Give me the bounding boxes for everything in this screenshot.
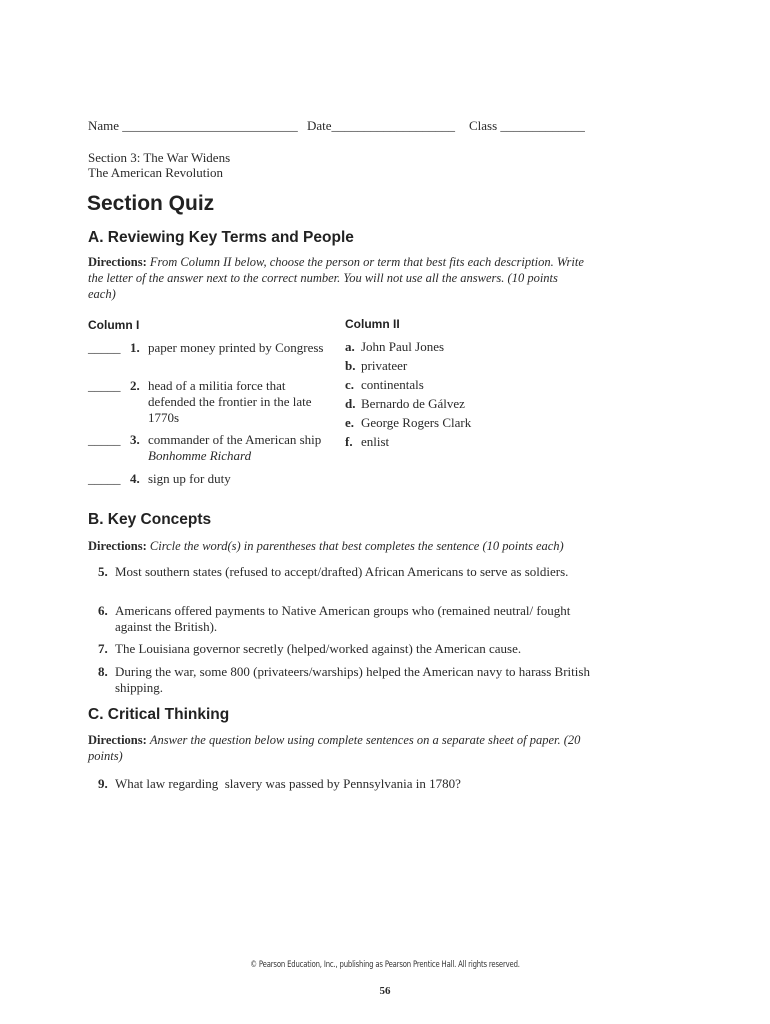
- matching-item: [88, 340, 328, 356]
- answer-letter: e.: [345, 415, 355, 430]
- class-field-label: Class _____________: [469, 118, 585, 133]
- part-c-directions: [88, 732, 588, 764]
- section-name: Section 3: The War Widens: [88, 150, 231, 165]
- page-number: 56: [379, 985, 391, 997]
- ship-name: Bonhomme Richard: [148, 448, 252, 463]
- answer-blank[interactable]: _____: [88, 471, 121, 486]
- answer-letter: f.: [345, 434, 353, 449]
- critical-thinking-item: [98, 776, 598, 792]
- item-number: 9.: [98, 776, 108, 791]
- answer-letter: b.: [345, 358, 356, 373]
- concept-item: [98, 603, 588, 635]
- part-a-heading: A. Reviewing Key Terms and People: [88, 229, 354, 246]
- concept-item: [98, 641, 618, 657]
- answer-text: Bernardo de Gálvez: [361, 396, 465, 411]
- answer-text: privateer: [361, 358, 408, 373]
- answer-letter: a.: [345, 339, 355, 354]
- answer-option: [345, 415, 471, 431]
- answer-option: [345, 358, 407, 374]
- item-text: The Louisiana governor secretly (helped/worked against) the American cause.: [115, 641, 522, 656]
- item-text: Americans offered payments to Native American groups who (remained neutral/ fought against the British).: [115, 603, 571, 634]
- part-c-heading: C. Critical Thinking: [88, 706, 230, 723]
- item-number: 8.: [98, 664, 108, 679]
- item-text: commander of the American ship: [148, 432, 322, 447]
- item-number: 3.: [130, 432, 140, 447]
- part-a-directions: [88, 254, 588, 302]
- item-text: paper money printed by Congress: [148, 340, 324, 355]
- concept-item: [98, 664, 598, 696]
- part-b-directions: [88, 538, 608, 554]
- directions-label: Directions:: [88, 733, 147, 747]
- section-meta: [88, 150, 230, 180]
- answer-blank[interactable]: _____: [88, 378, 121, 393]
- item-text: head of a militia force that defended the frontier in the late 1770s: [148, 378, 312, 425]
- item-text: Most southern states (refused to accept/drafted) African Americans to serve as soldiers.: [115, 564, 569, 579]
- matching-item: [88, 432, 328, 464]
- answer-text: continentals: [361, 377, 424, 392]
- answer-text: enlist: [361, 434, 390, 449]
- answer-blank[interactable]: _____: [88, 432, 121, 447]
- item-text-block: [148, 432, 328, 464]
- page-title: Section Quiz: [87, 192, 215, 215]
- item-text: During the war, some 800 (privateers/warships) helped the American navy to harass British shipping.: [115, 664, 590, 695]
- date-field-label: Date___________________: [307, 118, 456, 133]
- item-number: 2.: [130, 378, 140, 393]
- answer-option: [345, 339, 444, 355]
- directions-text: Answer the question below using complete sentences on a separate sheet of paper. (20 points): [88, 733, 581, 763]
- item-number: 5.: [98, 564, 108, 579]
- answer-text: John Paul Jones: [361, 339, 445, 354]
- item-number: 1.: [130, 340, 140, 355]
- matching-item: [88, 471, 328, 487]
- answer-option: [345, 377, 424, 393]
- matching-item: [88, 378, 328, 426]
- answer-option: [345, 396, 465, 412]
- answer-option: [345, 434, 389, 450]
- directions-text: Circle the word(s) in parentheses that best completes the sentence (10 points each): [149, 539, 564, 553]
- answer-text: George Rogers Clark: [361, 415, 472, 430]
- answer-letter: d.: [345, 396, 356, 411]
- item-text: What law regarding slavery was passed by Pennsylvania in 1780?: [115, 776, 461, 791]
- directions-label: Directions:: [88, 539, 147, 553]
- column-2-heading: Column II: [345, 317, 400, 331]
- part-b-heading: B. Key Concepts: [88, 511, 212, 528]
- item-number: 4.: [130, 471, 140, 486]
- name-field-label: Name ___________________________: [88, 118, 298, 133]
- item-number: 6.: [98, 603, 108, 618]
- concept-item: [98, 564, 598, 580]
- item-text: sign up for duty: [148, 471, 231, 486]
- copyright-notice: © Pearson Education, Inc., publishing as Pearson Prentice Hall. All rights reserved.: [250, 960, 520, 970]
- directions-label: Directions:: [88, 255, 147, 269]
- answer-blank[interactable]: _____: [88, 340, 121, 355]
- chapter-name: The American Revolution: [88, 165, 224, 180]
- answer-letter: c.: [345, 377, 355, 392]
- item-number: 7.: [98, 641, 108, 656]
- column-1-heading: Column I: [88, 318, 140, 332]
- directions-text: From Column II below, choose the person or term that best fits each description. Write the letter of the answer next to the correct number. You will not use all the answers. (10 points each): [88, 255, 584, 301]
